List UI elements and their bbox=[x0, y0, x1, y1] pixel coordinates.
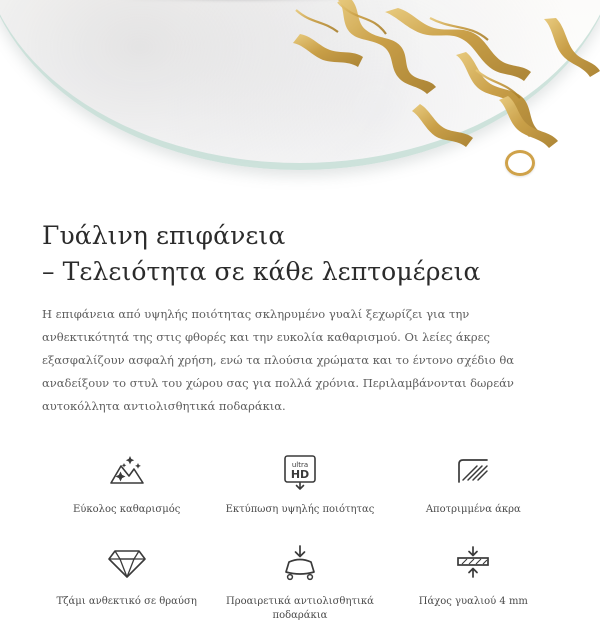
feature-label: Αποτριμμένα άκρα bbox=[425, 504, 521, 515]
feature-item bbox=[389, 448, 558, 518]
feature-label: Προαιρετικά αντιολισθητικά ποδαράκια bbox=[226, 595, 374, 621]
feature-label: Πάχος γυαλιού 4 mm bbox=[418, 595, 528, 607]
polished-edges-icon bbox=[450, 448, 496, 494]
thickness-icon bbox=[450, 540, 496, 586]
feature-label: Τζάμι ανθεκτικό σε θραύση bbox=[56, 595, 197, 607]
feature-grid bbox=[42, 448, 558, 624]
svg-text:HD: HD bbox=[290, 468, 310, 481]
page-title-line-1: Γυάλινη επιφάνεια bbox=[42, 221, 286, 250]
feature-item bbox=[389, 540, 558, 624]
svg-text:ultra: ultra bbox=[291, 461, 309, 469]
feature-item bbox=[215, 448, 384, 518]
hero-image bbox=[0, 0, 600, 196]
page-title-line-2: – Τελειότητα σε κάθε λεπτομέρεια bbox=[42, 256, 481, 286]
feature-item bbox=[215, 540, 384, 624]
feature-item bbox=[42, 448, 211, 518]
anti-slip-pads-icon bbox=[277, 540, 323, 586]
diamond-icon bbox=[104, 540, 150, 586]
page-title bbox=[42, 218, 558, 289]
sparkle-clean-icon bbox=[104, 448, 150, 494]
gold-ring-shape bbox=[505, 150, 535, 176]
ultra-hd-icon bbox=[277, 448, 323, 494]
description-paragraph: Η επιφάνεια από υψηλής ποιότητας σκληρυμένο γυαλί ξεχωρίζει για την ανθεκτικότητά της στις φθορές και την ευκολία καθαρισμού. Οι λείες άκρες εξασφαλίζουν ασφαλή χρήση, ενώ τα πλούσια χρώματα και το έντονο σχέδιο θα αναδείξουν το στυλ του χώρου σας για πολλά χρόνια. Περιλαμβάνονται δωρεάν αυτοκόλλητα αντιολισθητικά ποδαράκια. bbox=[42, 307, 515, 413]
feature-item bbox=[42, 540, 211, 624]
feature-label: Εύκολος καθαρισμός bbox=[73, 504, 181, 515]
feature-label: Εκτύπωση υψηλής ποιότητας bbox=[225, 504, 375, 515]
content-area bbox=[0, 218, 600, 624]
glass-plate-shape bbox=[0, 0, 600, 170]
